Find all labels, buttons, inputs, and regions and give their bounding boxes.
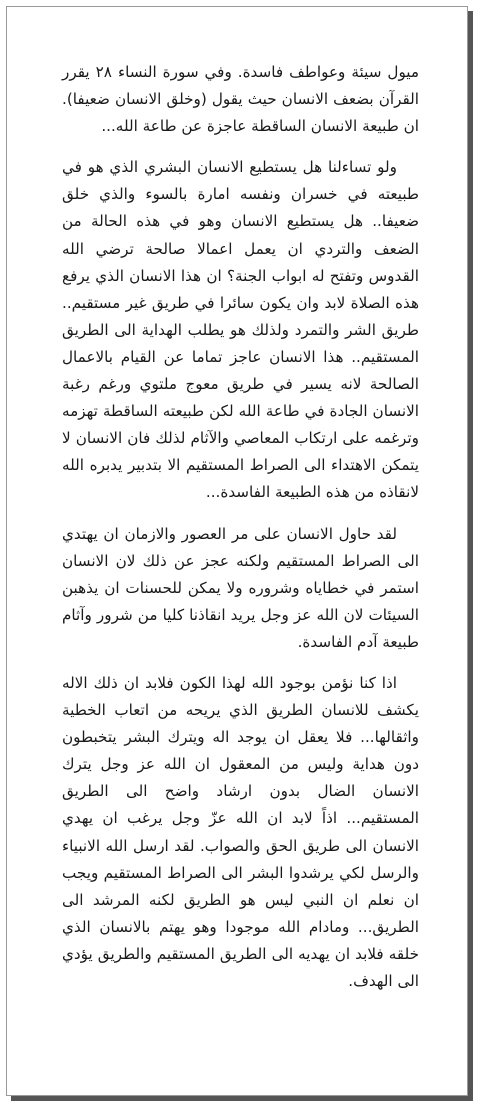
- book-page: [6, 6, 468, 1096]
- paragraph: لقد حاول الانسان على مر العصور والازمان ان يهتدي الى الصراط المستقيم ولكنه عجز عن ذلك لان الانسان استمر في خطاياه وشروره ولا يمكن للحسنات ان يذهبن السيئات لان الله عز وجل يريد انقاذنا كليا من شرور وآثام طبيعة آدم الفاسدة.: [62, 524, 419, 651]
- page-body-text: [62, 59, 419, 1009]
- paragraph: ميول سيئة وعواطف فاسدة. وفي سورة النساء ٢٨ يقرر القرآن بضعف الانسان حيث يقول (وخلق الانسان ضعيفا). ان طبيعة الانسان الساقطة عاجزة عن طاعة الله...: [62, 63, 420, 136]
- paragraph: ولو تساءلنا هل يستطيع الانسان البشري الذي هو في طبيعته في خسران ونفسه امارة بالسوء والذي خلق ضعيفا.. هل يستطيع الانسان وهو في هذه الحالة من الضعف والتردي ان يعمل اعمالا صالحة ترضي الله القدوس وتفتح له ابواب الجنة؟ ان هذا الانسان الذي يرفع هذه الصلاة لابد وان يكون سائرا في طريق غير مستقيم.. طريق الشر والتمرد ولذلك هو يطلب الهداية الى الطريق المستقيم.. هذا الانسان عاجز تماما عن القيام بالاعمال الصالحة لانه يسير في طريق معوج ملتوي ورغم رغبة الانسان الجادة في طاعة الله لكن طبيعته الساقطة تهزمه وترغمه على ارتكاب المعاصي والآثام لذلك فان الانسان لا يتمكن الاهتداء الى الصراط المستقيم الا بتدبير يدبره الله لانقاذه من هذه الطبيعة الفاسدة...: [62, 158, 419, 502]
- paragraph: اذا كنا نؤمن بوجود الله لهذا الكون فلابد ان ذلك الاله يكشف للانسان الطريق الذي يريحه من اتعاب الخطية واثقالها... فلا يعقل ان يوجد اله ويترك البشر يتخبطون دون هداية وليس من المعقول ان الله عز وجل يترك الانسان الضال بدون ارشاد واضح الى الطريق المستقيم... اذاً لابد ان الله عزّ وجل يرغب ان يهدي الانسان الى طريق الحق والصواب. لقد ارسل الله الانبياء والرسل لكي يرشدوا البشر الى الصراط المستقيم ويجب ان نعلم ان النبي ليس هو الطريق لكنه المرشد الى الطريق... ومادام الله موجودا وهو يهتم بالانسان الذي خلقه فلابد ان يهديه الى الطريق المستقيم والطريق يؤدي الى الهدف.: [62, 673, 419, 990]
